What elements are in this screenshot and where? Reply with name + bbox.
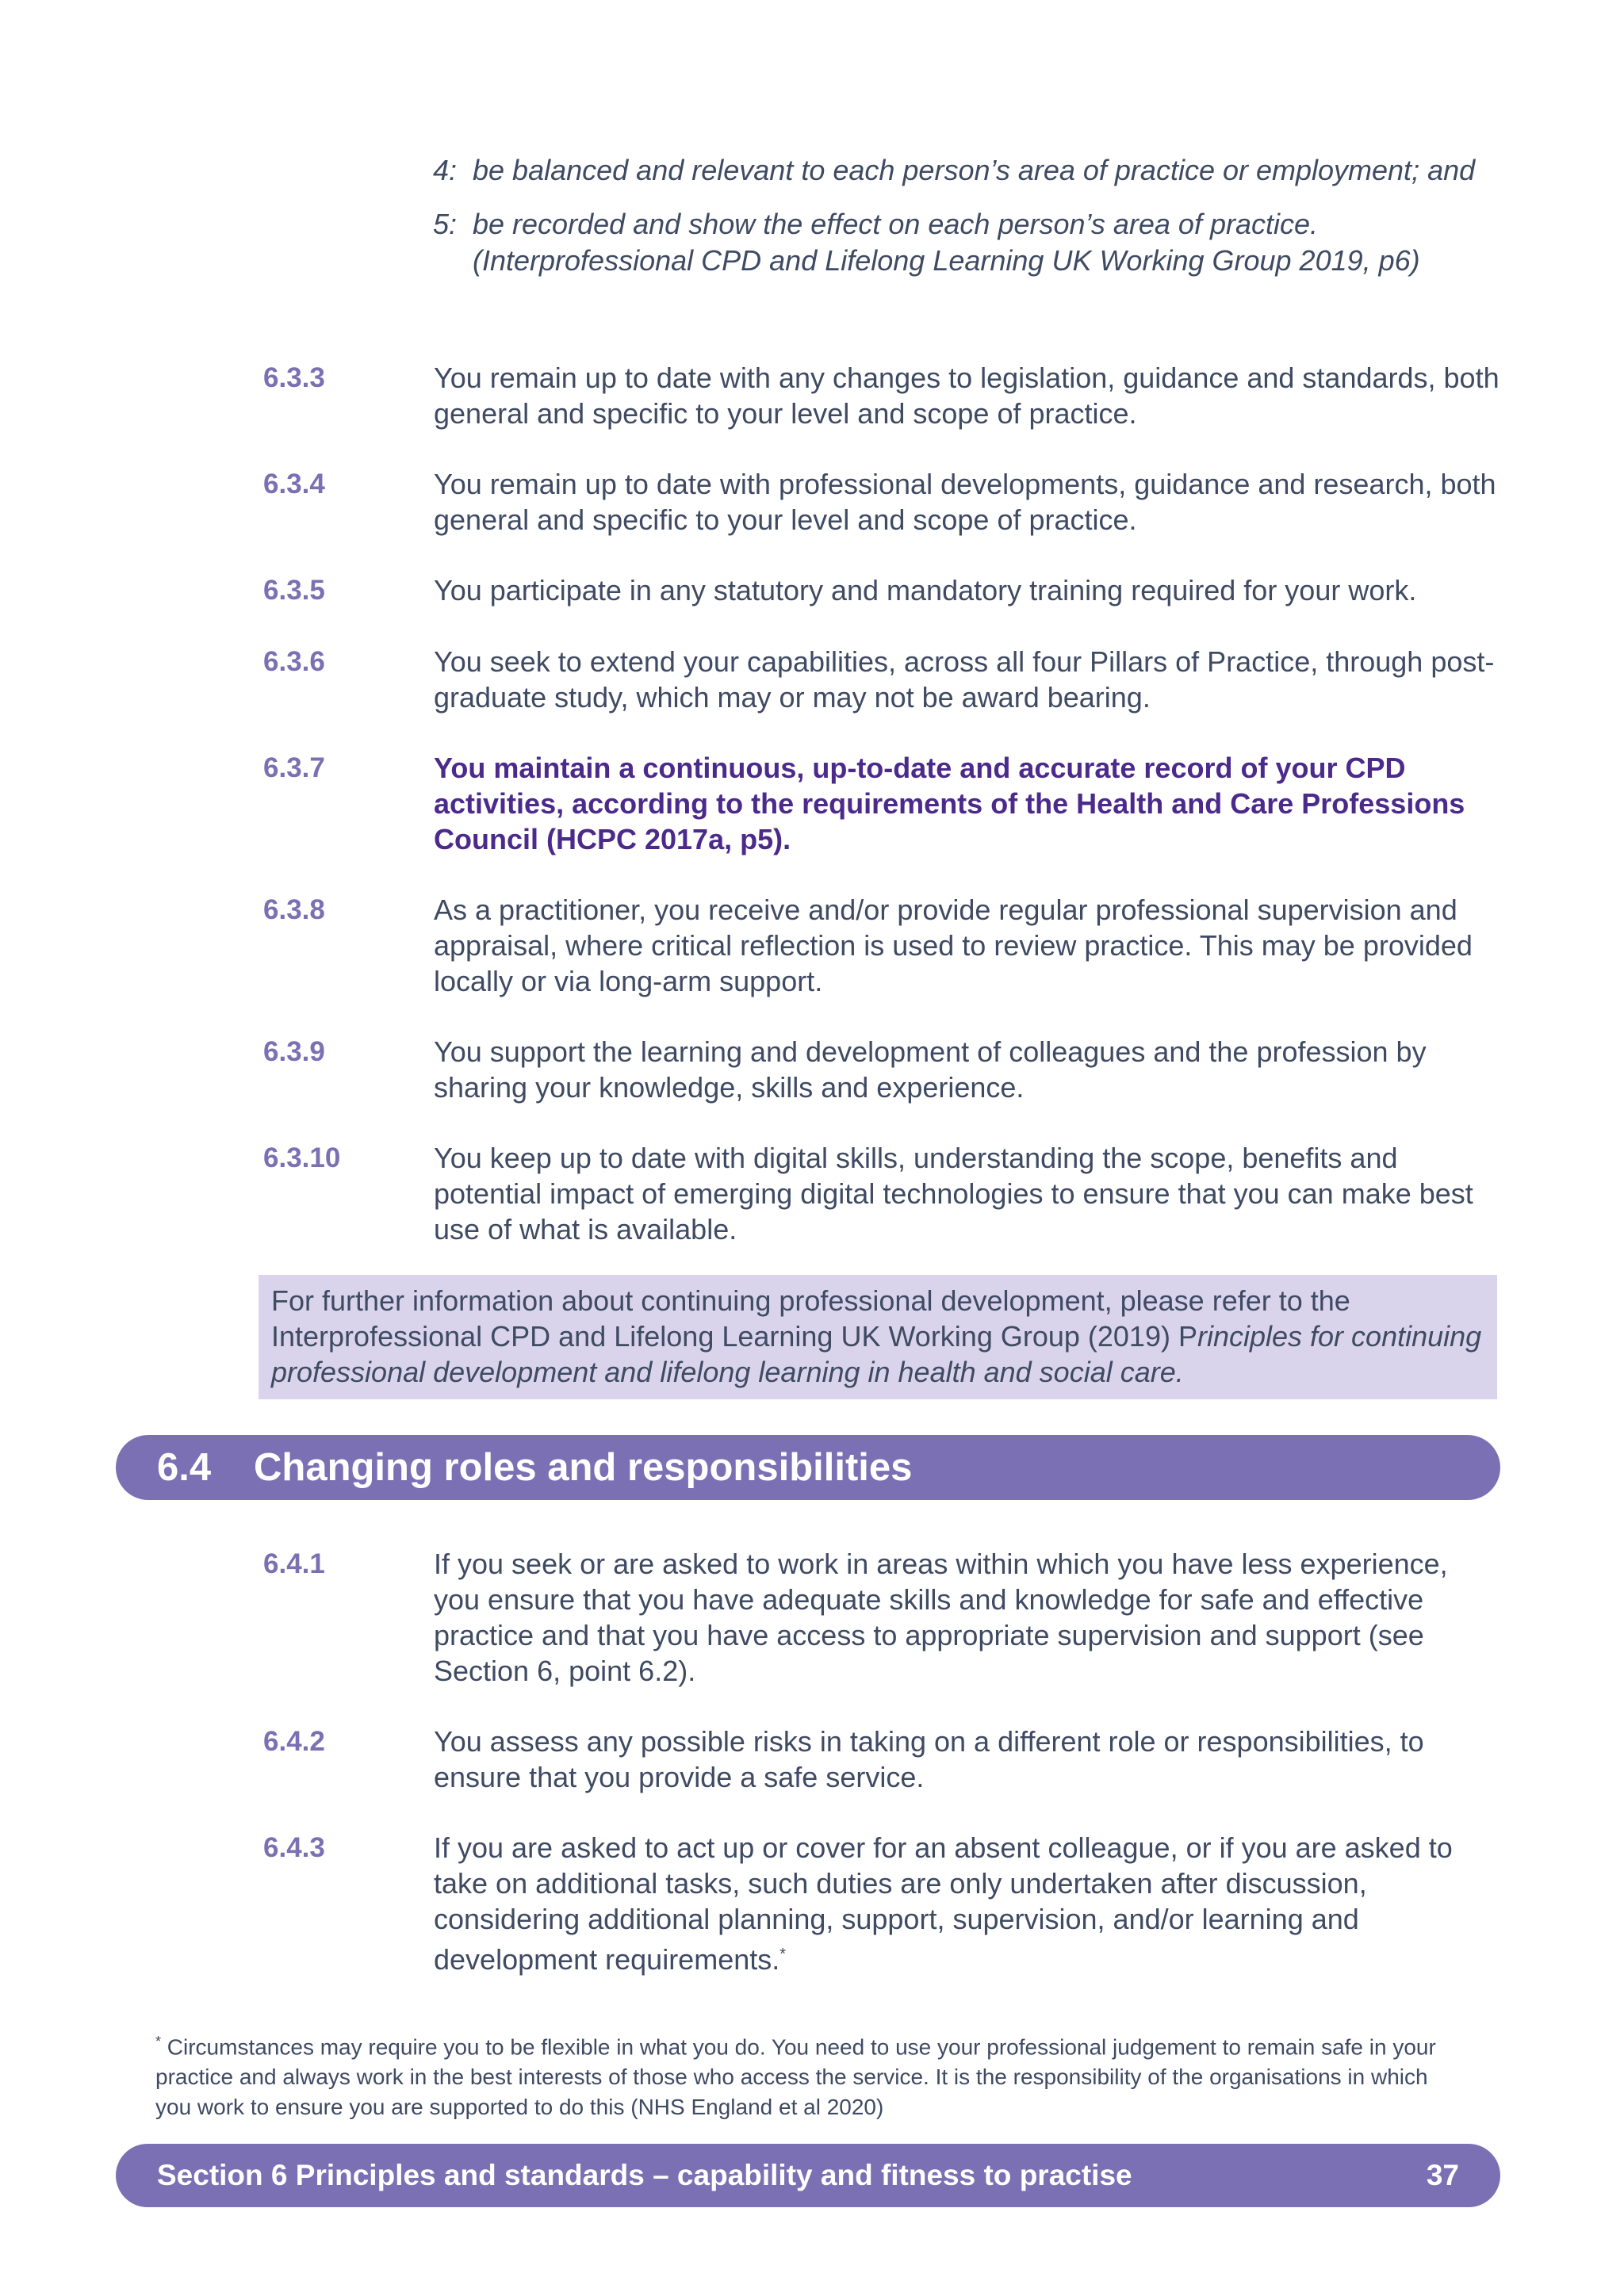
further-information-box — [259, 1275, 1497, 1399]
info-box-title-italic: rinciples for continuing professional development and lifelong learning in health and social care. — [271, 1320, 1482, 1388]
standard-row — [263, 1724, 1500, 1795]
standard-number: 6.3.9 — [263, 1036, 325, 1067]
standard-text: If you are asked to act up or cover for an absent colleague, or if you are asked to take on additional tasks, such duties are only undertaken after discussion, considering additional planning, support, supervision, and/or learning and development requirements. — [434, 1831, 1453, 1976]
section-number: 6.4 — [157, 1446, 212, 1489]
footnote — [155, 2026, 1456, 2122]
standard-text: You remain up to date with professional developments, guidance and research, both general and specific to your level and scope of practice. — [434, 468, 1496, 536]
standard-text: If you seek or are asked to work in areas within which you have less experience, you ensure that you have adequate skills and knowledge for safe and effective practice and that you have access to appropriate supervision and support (see Section 6, point 6.2). — [434, 1548, 1448, 1687]
footnote-reference[interactable]: * — [779, 1946, 787, 1963]
page-footer-bar — [116, 2144, 1500, 2207]
quote-citation: (Interprofessional CPD and Lifelong Learning UK Working Group 2019, p6) — [473, 244, 1420, 277]
section-heading-bar — [116, 1435, 1500, 1500]
standards-list-6-3 — [263, 360, 1500, 1282]
standard-number: 6.3.8 — [263, 894, 325, 925]
standard-row-highlighted — [263, 750, 1500, 857]
standard-row — [263, 572, 1500, 609]
quote-item — [433, 206, 1488, 279]
standard-row — [263, 1034, 1500, 1105]
standards-list-6-4 — [263, 1546, 1500, 2012]
standard-number: 6.3.10 — [263, 1142, 341, 1173]
page-number: 37 — [1426, 2159, 1459, 2191]
standard-row — [263, 1830, 1500, 1977]
quoted-principles-list — [433, 152, 1488, 297]
standard-number: 6.3.7 — [263, 752, 325, 783]
standard-row — [263, 466, 1500, 538]
info-box-text: For further information about continuing professional development, please refer to the Interprofessional CPD and Lifelong Learning UK Working Group (2019) P — [271, 1284, 1350, 1353]
quote-item — [433, 152, 1488, 189]
standard-number: 6.3.5 — [263, 575, 325, 606]
standard-number: 6.4.3 — [263, 1832, 325, 1863]
footnote-text: Circumstances may require you to be flexible in what you do. You need to use your professional judgement to remain safe in your practice and always work in the best interests of those who access the service. It is the responsibility of the organisations in which you work to ensure you are supported to do this (NHS England et al 2020) — [155, 2034, 1436, 2120]
standard-number: 6.4.2 — [263, 1726, 325, 1757]
footer-section-title: Section 6 Principles and standards – capability and fitness to practise — [157, 2159, 1132, 2191]
standard-row — [263, 644, 1500, 715]
standard-number: 6.3.3 — [263, 362, 325, 393]
standard-text: You maintain a continuous, up-to-date and accurate record of your CPD activities, according to the requirements of the Health and Care Professions Council (HCPC 2017a, p5). — [434, 752, 1465, 855]
quote-item-text: be recorded and show the effect on each person’s area of practice. — [473, 208, 1319, 240]
footnote-mark: * — [155, 2034, 162, 2049]
standard-text: You seek to extend your capabilities, across all four Pillars of Practice, through post-graduate study, which may or may not be award bearing. — [434, 645, 1495, 714]
section-title: Changing roles and responsibilities — [254, 1446, 913, 1489]
standard-number: 6.4.1 — [263, 1548, 325, 1579]
standard-row — [263, 1546, 1500, 1689]
quote-item-text: be balanced and relevant to each person’s area of practice or employment; and — [473, 154, 1476, 186]
standard-row — [263, 892, 1500, 999]
standard-text: You participate in any statutory and mandatory training required for your work. — [434, 574, 1417, 607]
quote-item-number: 5: — [433, 208, 458, 240]
standard-text: As a practitioner, you receive and/or provide regular professional supervision and appraisal, where critical reflection is used to review practice. This may be provided locally or via long-arm support. — [434, 894, 1473, 997]
standard-text: You support the learning and development of colleagues and the profession by sharing your knowledge, skills and experience. — [434, 1035, 1427, 1104]
standard-text: You keep up to date with digital skills, understanding the scope, benefits and potential impact of emerging digital technologies to ensure that you can make best use of what is available. — [434, 1142, 1473, 1246]
quote-item-number: 4: — [433, 154, 458, 186]
standard-number: 6.3.6 — [263, 646, 325, 677]
standard-text-wrapper — [434, 1830, 1500, 1977]
standard-row — [263, 1140, 1500, 1247]
standard-text: You assess any possible risks in taking on a different role or responsibilities, to ensure that you provide a safe service. — [434, 1725, 1424, 1793]
quote-item-body — [473, 206, 1488, 279]
standard-number: 6.3.4 — [263, 469, 325, 499]
standard-text: You remain up to date with any changes to legislation, guidance and standards, both general and specific to your level and scope of practice. — [434, 362, 1500, 430]
standard-row — [263, 360, 1500, 431]
